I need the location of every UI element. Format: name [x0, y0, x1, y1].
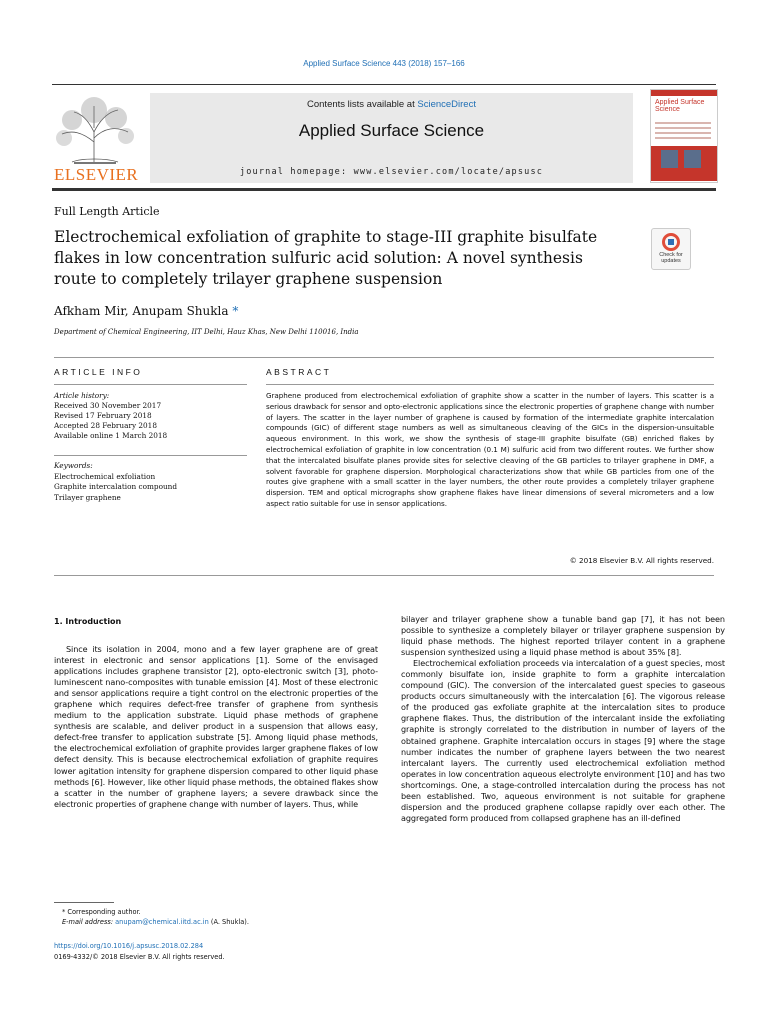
- issn-line: 0169-4332/© 2018 Elsevier B.V. All rights reserved.: [54, 952, 225, 961]
- email-line: [54, 917, 374, 927]
- journal-title[interactable]: Applied Surface Science: [298, 121, 485, 140]
- crossmark-icon: [662, 233, 680, 251]
- contents-prefix: Contents lists available at: [307, 99, 418, 110]
- sciencedirect-link[interactable]: ScienceDirect: [417, 99, 476, 110]
- info-divider: [54, 455, 247, 456]
- author-affiliation: Department of Chemical Engineering, IIT Delhi, Hauz Khas, New Delhi 110016, India: [54, 328, 359, 336]
- email-link[interactable]: anupam@chemical.iitd.ac.in: [115, 918, 209, 926]
- crossmark-label: Check for updates: [659, 252, 683, 264]
- doi-block: [54, 941, 374, 962]
- info-divider: [54, 384, 247, 385]
- section-divider: [54, 575, 714, 576]
- abstract-copyright: © 2018 Elsevier B.V. All rights reserved.: [569, 556, 714, 565]
- journal-cover-thumbnail[interactable]: [650, 89, 718, 183]
- cover-band: [651, 90, 717, 96]
- cover-title: Applied Surface Science: [655, 99, 705, 113]
- author-list: [54, 304, 238, 318]
- body-paragraph: Electrochemical exfoliation proceeds via intercalation of a guest species, most commonly bisulfate ion, inside graphite to form a graphite intercalation compound (GIC). The conversion of the intercalated guest species to gaseous products occurs simultaneously with the intercalation [6]. The vigorous release of the produced gas exfoliate graphite at the intercalation sites to produce graphene flakes. Thus, the distribution of the intercalant inside the exfoliating graphite is strongly correlated to the distribution in number of layers of the obtained graphene. Graphite intercalation occurs in stages [9] where the stage number indicates the number of graphene layers between the two nearest intercalant layers. The currently used electrochemical exfoliation method operates in low concentration aqueous electrolyte environment [10] and has two shortcomings. One, a stage-controlled intercalation during the process has not been established. Two, aqueous environment is not suitable for graphene dispersion and the produced graphene collapse rapidly over each other. The aggregated form produced from collapsed graphene has an ill-defined: [401, 658, 725, 823]
- contents-line: [150, 99, 633, 110]
- authors-names[interactable]: Afkham Mir, Anupam Shukla: [54, 304, 229, 318]
- history-item: Received 30 November 2017: [54, 401, 162, 410]
- section-heading-introduction: 1. Introduction: [54, 617, 122, 626]
- article-history: [54, 391, 249, 441]
- keyword-item: Graphite intercalation compound: [54, 482, 178, 491]
- footnote: [54, 907, 374, 927]
- email-suffix: (A. Shukla).: [208, 918, 249, 926]
- keyword-item: Trilayer graphene: [54, 492, 121, 502]
- body-column-right: [401, 614, 725, 824]
- email-label: E-mail address:: [62, 918, 116, 926]
- journal-header-box: [150, 93, 633, 183]
- body-paragraph: bilayer and trilayer graphene show a tunable band gap [7], it has not been possible to synthesize a completely bilayer or trilayer graphene suspension by liquid phase methods. The highest reported trilayer content in a graphene suspension synthesized using a liquid phase method is about 35% [8].: [401, 614, 725, 658]
- cover-image: [684, 150, 701, 168]
- cover-image: [661, 150, 678, 168]
- footnote-divider: [54, 902, 114, 903]
- history-label: Article history:: [54, 391, 110, 400]
- elsevier-wordmark[interactable]: ELSEVIER: [54, 165, 139, 184]
- history-item: Revised 17 February 2018: [54, 411, 152, 420]
- corresponding-author-marker[interactable]: *: [232, 304, 239, 318]
- journal-homepage[interactable]: journal homepage: www.elsevier.com/locate/apsusc: [239, 167, 544, 177]
- header-rule-bottom: [52, 188, 716, 191]
- corresponding-author-note: * Corresponding author.: [62, 908, 141, 916]
- body-column-left: [54, 644, 378, 810]
- abstract-heading: ABSTRACT: [266, 367, 332, 377]
- section-divider: [54, 357, 714, 358]
- history-item: Accepted 28 February 2018: [54, 421, 157, 430]
- check-for-updates-button[interactable]: [651, 228, 691, 270]
- article-title: Electrochemical exfoliation of graphite to stage-III graphite bisulfate flakes in low concentration sulfuric acid solution: A novel synthesis route to completely trilayer graphene suspension: [54, 228, 598, 288]
- keywords-list: [54, 461, 249, 503]
- top-citation[interactable]: Applied Surface Science 443 (2018) 157–166: [303, 59, 465, 68]
- article-info-heading: ARTICLE INFO: [54, 367, 143, 377]
- abstract-divider: [266, 384, 714, 385]
- doi-link[interactable]: https://doi.org/10.1016/j.apsusc.2018.02.284: [54, 942, 204, 950]
- abstract-text: Graphene produced from electrochemical exfoliation of graphite show a scatter in the number of layers. This scatter is a serious drawback for sensor and opto-electronic applications since the electronic properties of graphene change with number of layers. The scatter in the layer number of graphene is caused by formation of the intermediate graphite intercalation compounds (GIC) of different stage numbers as well as simultaneous cleaving of the GICs in the dispersion-unsuitable aqueous environment. In this work, we show the synthesis of stage-III graphite bisulfate (GB) enriched flakes by electrochemical exfoliation of graphite in low concentration (0.1 M) sulfuric acid from two different routes. We further show that the intercalated bisulfate planes provide sites for selective cleaving of the GB particles to trilayer graphene in DMF, a solvent favorable for graphene dispersion. Morphological characterizations show that while GB particles from one of the routes give graphene with a small scatter in the layer numbers, the other route provides a completely trilayer graphene dispersion. TEM and optical micrographs show graphene flakes have linear dimensions of several micrometers and a low aspect ratio suitable for use in sensor applications.: [266, 391, 714, 508]
- header-rule-top: [52, 84, 716, 85]
- cover-text-lines: [655, 122, 711, 142]
- history-item: Available online 1 March 2018: [54, 431, 168, 440]
- keyword-item: Electrochemical exfoliation: [54, 471, 156, 481]
- article-type: Full Length Article: [54, 205, 160, 218]
- body-paragraph: Since its isolation in 2004, mono and a few layer graphene are of great interest in electronic and sensor applications [1]. Some of the envisaged applications includes graphene transistor [2], opto-electronic switch [3], photo-luminescent nano-composites with tunable emission [4]. Most of these electronic and sensor applications require a tight control on the electronic properties of the graphene which requires defect-free transfer of graphene from synthesis medium to the application substrate. Liquid phase methods of graphene synthesis are scalable, and deliver product in a suspension that allows easy, defect-free transfer to application substrate [5]. Among liquid phase methods, the electrochemical exfoliation of graphite provides larger graphene flakes of low defect density. This is because electrochemical exfoliation of graphite requires lower agitation intensity for graphene dispersion compared to other liquid phase methods [6]. However, like other liquid phase methods, the obtained flakes show a scatter in the number of graphene layers; a severe drawback since the electronic properties of graphene change with number of layers. Thus, while: [54, 644, 378, 809]
- keywords-label: Keywords:: [54, 461, 93, 470]
